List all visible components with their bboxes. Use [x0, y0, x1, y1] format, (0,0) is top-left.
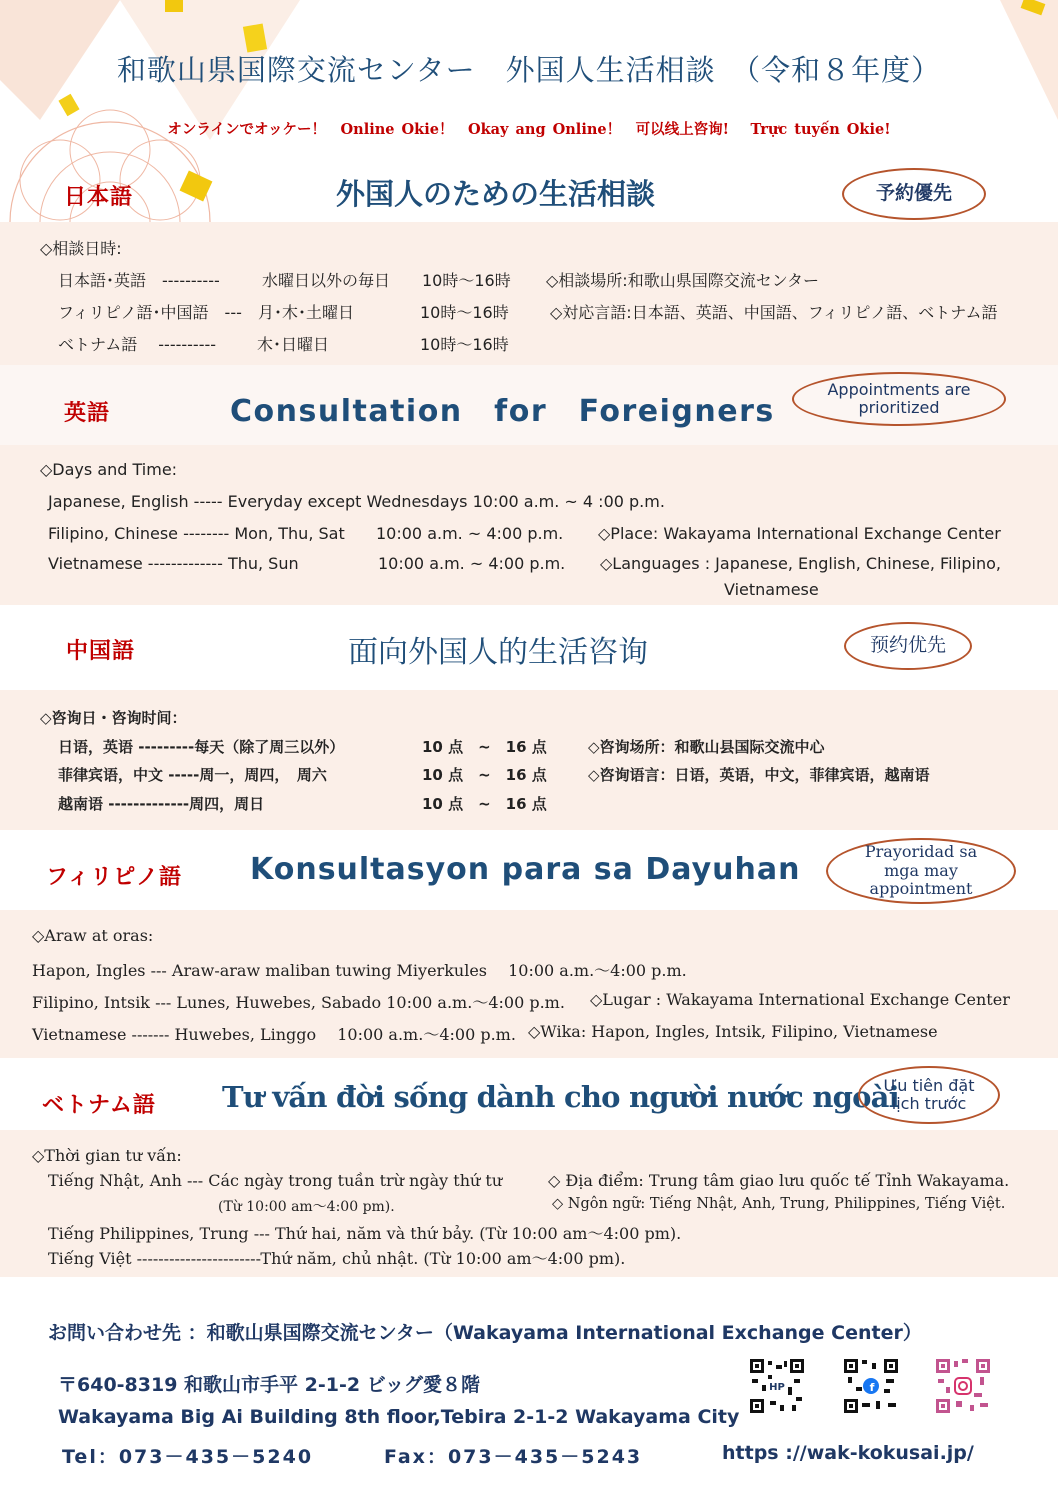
- japanese-row-days: 水曜日以外の毎日: [262, 271, 391, 290]
- vietnamese-row-3: Tiếng Việt -----------------------Thứ năm, chủ nhật. (Từ 10:00 am～4:00 pm).: [48, 1249, 626, 1268]
- chinese-schedule-label: ◇咨询日・咨询时间：: [40, 709, 187, 727]
- chinese-heading: 面向外国人的生活咨询: [348, 635, 648, 670]
- fax: Fax：073－435－5243: [384, 1446, 643, 1468]
- chinese-row-langs: 越南语 -------------周四，周日: [58, 795, 265, 813]
- vietnamese-priority-badge: Ưu tiên đặt lịch trước: [858, 1066, 1000, 1124]
- japanese-row-langs: ベトナム語 ----------: [58, 335, 217, 354]
- online-banner: オンラインでオッケー！ Online Okie！ Okay ang Online！ 可以线上咨询! Trực tuyến Okie!: [167, 121, 891, 138]
- filipino-row-1: Hapon, Ingles --- Araw-araw maliban tuwing Miyerkules 10:00 a.m.～4:00 p.m.: [32, 961, 687, 980]
- japanese-row-langs: 日本語･英語 ----------: [58, 271, 220, 290]
- vietnamese-languages: ◇ Ngôn ngữ: Tiếng Nhật, Anh, Trung, Philippines, Tiếng Việt.: [552, 1196, 1006, 1212]
- english-heading: Consultation for Foreigners: [230, 394, 775, 429]
- chinese-languages: ◇咨询语言：日语，英语，中文，菲律宾语，越南语: [588, 766, 930, 784]
- vietnamese-row-2: Tiếng Philippines, Trung --- Thứ hai, năm và thứ bảy. (Từ 10:00 am～4:00 pm).: [48, 1224, 682, 1243]
- japanese-row-days: 木･日曜日: [257, 335, 330, 354]
- japanese-heading: 外国人のための生活相談: [336, 177, 656, 211]
- japanese-schedule-label: ◇相談日時:: [40, 239, 122, 258]
- chinese-place: ◇咨询场所：和歌山县国际交流中心: [588, 738, 825, 756]
- address-jp: 〒640-8319 和歌山市手平 2-1-2 ビッグ愛８階: [58, 1374, 480, 1396]
- address-en: Wakayama Big Ai Building 8th floor,Tebira 2-1-2 Wakayama City: [58, 1406, 740, 1428]
- filipino-row-3: Vietnamese ------- Huwebes, Linggo 10:00 a.m.～4:00 p.m.: [32, 1025, 516, 1044]
- contact-title: お問い合わせ先 ：和歌山県国際交流センター（Wakayama International Exchange Center）: [48, 1322, 922, 1344]
- english-row-3-time: 10:00 a.m. ~ 4:00 p.m.: [378, 554, 566, 573]
- japanese-row-days: 月･木･土曜日: [258, 303, 355, 322]
- website-link[interactable]: https ://wak-kokusai.jp/: [722, 1442, 974, 1464]
- vietnamese-row-1-time: (Từ 10:00 am～4:00 pm).: [218, 1199, 395, 1215]
- english-place: ◇Place: Wakayama International Exchange Center: [598, 524, 1001, 543]
- chinese-row-time: 10 点 ~ 16 点: [422, 738, 547, 756]
- chinese-row-langs: 菲律宾语，中文 -----周一，周四， 周六: [58, 766, 327, 784]
- facebook-qr-code[interactable]: [842, 1357, 900, 1415]
- japanese-row-time: 10時～16時: [420, 335, 509, 354]
- vietnamese-schedule-label: ◇Thời gian tư vấn:: [32, 1146, 182, 1165]
- chinese-row-langs: 日语，英语 ---------每天（除了周三以外）: [58, 738, 345, 756]
- japanese-priority-badge: 予約優先: [842, 168, 986, 220]
- english-priority-badge: Appointments are prioritized: [792, 372, 1006, 426]
- page-title: 和歌山県国際交流センター 外国人生活相談 （令和８年度）: [116, 53, 942, 87]
- english-row-3: Vietnamese ------------- Thu, Sun: [48, 554, 299, 573]
- filipino-schedule-label: ◇Araw at oras:: [32, 926, 154, 945]
- japanese-place: ◇相談場所:和歌山県国際交流センター: [546, 271, 820, 290]
- filipino-row-2: Filipino, Intsik --- Lunes, Huwebes, Sabado 10:00 a.m.～4:00 p.m.: [32, 993, 565, 1012]
- english-row-1: Japanese, English ----- Everyday except Wednesdays 10:00 a.m. ~ 4 :00 p.m.: [48, 492, 665, 511]
- english-languages-cont: Vietnamese: [724, 580, 819, 599]
- japanese-lang-label: 日本語: [64, 185, 134, 210]
- chinese-lang-label: 中国語: [66, 639, 136, 664]
- english-row-2-time: 10:00 a.m. ~ 4:00 p.m.: [376, 524, 564, 543]
- chinese-row-time: 10 点 ~ 16 点: [422, 766, 547, 784]
- filipino-languages: ◇Wika: Hapon, Ingles, Intsik, Filipino, Vietnamese: [528, 1022, 938, 1041]
- hp-qr-code[interactable]: [748, 1357, 806, 1415]
- japanese-row-time: 10時～16時: [420, 303, 509, 322]
- filipino-heading: Konsultasyon para sa Dayuhan: [250, 852, 801, 887]
- tel: Tel：073－435－5240: [62, 1446, 314, 1468]
- japanese-row-time: 10時～16時: [422, 271, 511, 290]
- english-languages: ◇Languages : Japanese, English, Chinese, Filipino,: [600, 554, 1002, 573]
- vietnamese-place: ◇ Địa điểm: Trung tâm giao lưu quốc tế Tỉnh Wakayama.: [548, 1171, 1010, 1190]
- svg-text:f: f: [869, 1381, 875, 1394]
- chinese-priority-badge: 预约优先: [844, 622, 972, 670]
- vietnamese-row-1: Tiếng Nhật, Anh --- Các ngày trong tuần trừ ngày thứ tư: [48, 1171, 503, 1190]
- english-lang-label: 英語: [64, 401, 111, 426]
- japanese-row-langs: フィリピノ語･中国語 ---: [58, 303, 242, 322]
- english-schedule-label: ◇Days and Time:: [40, 460, 178, 479]
- vietnamese-heading: Tư vấn đời sống dành cho người nước ngoài: [222, 1080, 899, 1114]
- chinese-row-time: 10 点 ~ 16 点: [422, 795, 547, 813]
- english-row-2: Filipino, Chinese -------- Mon, Thu, Sat: [48, 524, 345, 543]
- filipino-lang-label: フィリピノ語: [46, 865, 183, 890]
- instagram-qr-code[interactable]: [934, 1357, 992, 1415]
- hp-qr-label: HP: [769, 1382, 785, 1393]
- japanese-languages: ◇対応言語:日本語、英語、中国語、フィリピノ語、ベトナム語: [550, 303, 998, 322]
- filipino-priority-badge: Prayoridad sa mga may appointment: [826, 838, 1016, 904]
- filipino-place: ◇Lugar : Wakayama International Exchange Center: [590, 990, 1010, 1009]
- vietnamese-lang-label: ベトナム語: [42, 1093, 156, 1118]
